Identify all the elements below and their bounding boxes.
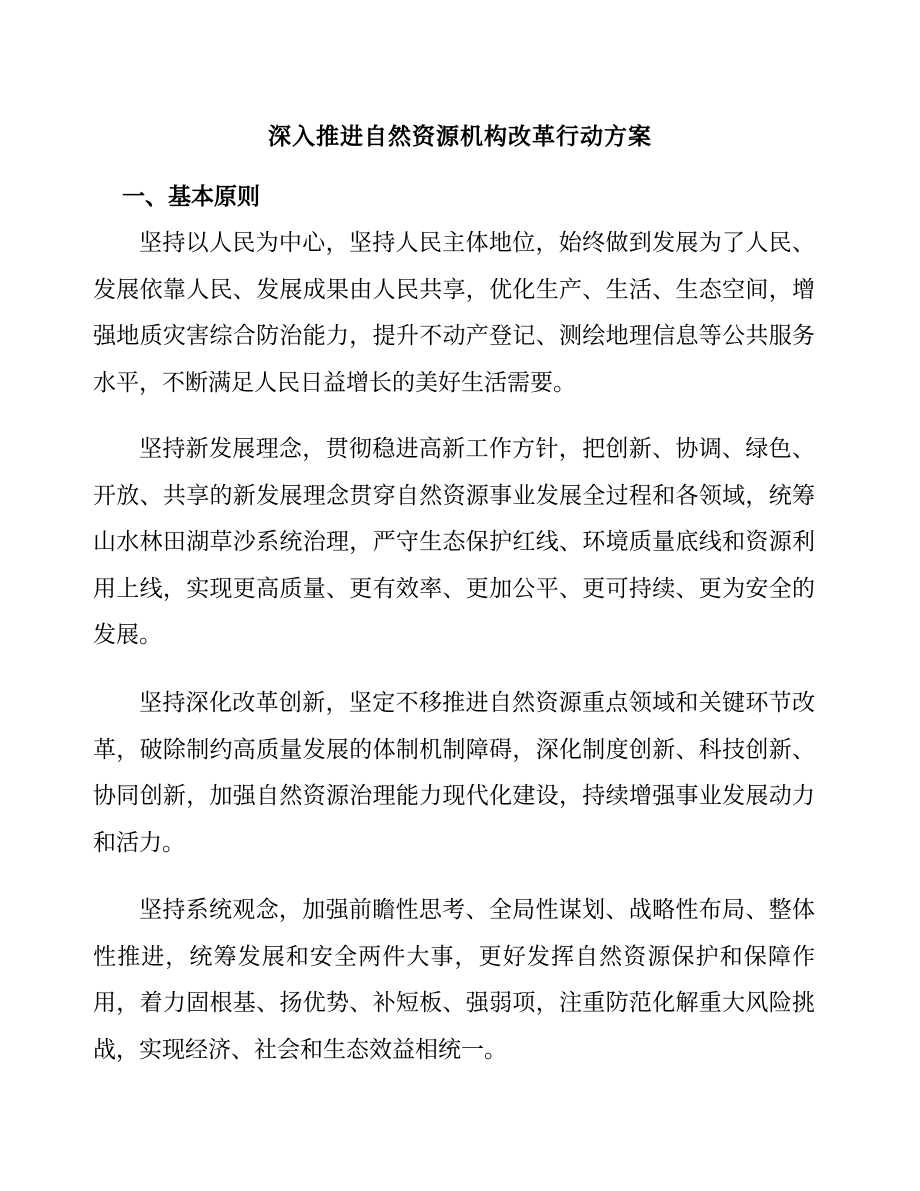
section-heading: 一、基本原则: [122, 183, 260, 210]
paragraph-1: 坚持以人民为中心，坚持人民主体地位，始终做到发展为了人民、发展依靠人民、发展成果由人民共享，优化生产、生活、生态空间，增强地质灾害综合防治能力，提升不动产登记、测绘地理信息等公共服务水平，不断满足人民日益增长的美好生活需要。: [93, 230, 815, 396]
document-title: 深入推进自然资源机构改革行动方案: [268, 123, 652, 150]
paragraph-3: 坚持深化改革创新，坚定不移推进自然资源重点领域和关键环节改革，破除制约高质量发展的体制机制障碍，深化制度创新、科技创新、协同创新，加强自然资源治理能力现代化建设，持续增强事业发展动力和活力。: [93, 690, 815, 856]
paragraph-4: 坚持系统观念，加强前瞻性思考、全局性谋划、战略性布局、整体性推进，统筹发展和安全两件大事，更好发挥自然资源保护和保障作用，着力固根基、扬优势、补短板、强弱项，注重防范化解重大风险挑战，实现经济、社会和生态效益相统一。: [93, 897, 815, 1063]
paragraph-2: 坚持新发展理念，贯彻稳进高新工作方针，把创新、协调、绿色、开放、共享的新发展理念贯穿自然资源事业发展全过程和各领域，统筹山水林田湖草沙系统治理，严守生态保护红线、环境质量底线和资源利用上线，实现更高质量、更有效率、更加公平、更可持续、更为安全的发展。: [93, 436, 815, 648]
